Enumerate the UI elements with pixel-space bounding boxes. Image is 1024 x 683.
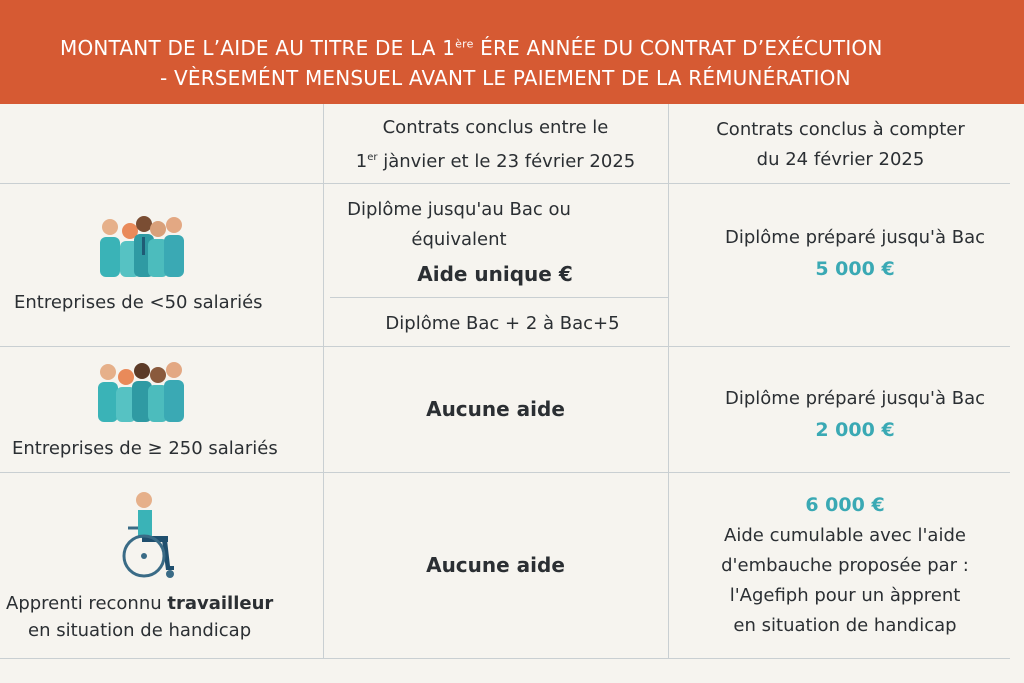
cell-line: d'embauche proposée par :	[721, 555, 969, 576]
cell-line: Diplôme préparé jusqu'à Bac	[725, 227, 985, 248]
title-banner	[0, 0, 1024, 104]
row-label-large-companies: Entreprises de ≥ 250 salariés	[12, 438, 278, 459]
banner-title-line1: MONTANT DE L’AIDE AU TITRE DE LA 1ère ÉRE ANNÉE DU CONTRAT D’EXÉCUTION	[60, 36, 883, 60]
row-label-disabled-apprentice-line2: en situation de handicap	[28, 620, 252, 641]
no-aid-label: Aucune aide	[426, 397, 565, 421]
header-col-2025-after	[668, 112, 1013, 178]
row-label-disabled-apprentice: Apprenti reconnu travailleur	[6, 593, 274, 614]
header-col-2025-before	[323, 112, 668, 178]
no-aid-label: Aucune aide	[426, 553, 565, 577]
group-people-icon	[92, 211, 192, 279]
cell-line: en situation de handicap	[733, 615, 957, 636]
cell-disabled-after	[675, 490, 1015, 640]
cell-large-after	[690, 380, 1020, 450]
cell-large-before	[323, 346, 668, 472]
cell-line: Diplôme préparé jusqu'à Bac	[725, 388, 985, 409]
row-label-small-companies: Entreprises de <50 salariés	[14, 292, 263, 313]
cell-line: Aide cumulable avec l'aide	[724, 525, 966, 546]
wheelchair-person-icon	[118, 490, 188, 582]
table-divider	[668, 104, 669, 658]
header-line: 1er jànvier et le 23 février 2025	[355, 151, 636, 172]
amount-value: 5 000 €	[815, 258, 895, 280]
table-divider	[0, 183, 1010, 184]
table-divider	[330, 297, 668, 298]
cell-small-bac2-5	[335, 304, 670, 344]
cell-aid-label: Aide unique €	[417, 262, 573, 286]
cell-line: l'Agefiph pour un àpprent	[729, 585, 961, 606]
group-people-icon	[92, 357, 192, 423]
cell-line: équivalent	[411, 229, 507, 250]
cell-small-after	[690, 219, 1020, 289]
header-line: du 24 février 2025	[756, 149, 925, 170]
amount-value: 6 000 €	[805, 494, 885, 516]
header-line: Contrats conclus à compter	[716, 119, 965, 140]
cell-line: Diplôme jusqu'au Bac ou	[347, 199, 571, 220]
cell-disabled-before	[323, 472, 668, 658]
amount-value: 2 000 €	[815, 419, 895, 441]
cell-line: Diplôme Bac + 2 à Bac+5	[385, 313, 620, 334]
header-line: Contrats conclus entre le	[382, 117, 609, 138]
table-divider	[0, 658, 1010, 659]
cell-small-bac	[323, 192, 595, 292]
banner-title-line2: - VÈRSEMÉNT MENSUEL AVANT LE PAIEMENT DE LA RÉMUNÉRATION	[160, 66, 851, 90]
aid-table	[0, 104, 1024, 683]
